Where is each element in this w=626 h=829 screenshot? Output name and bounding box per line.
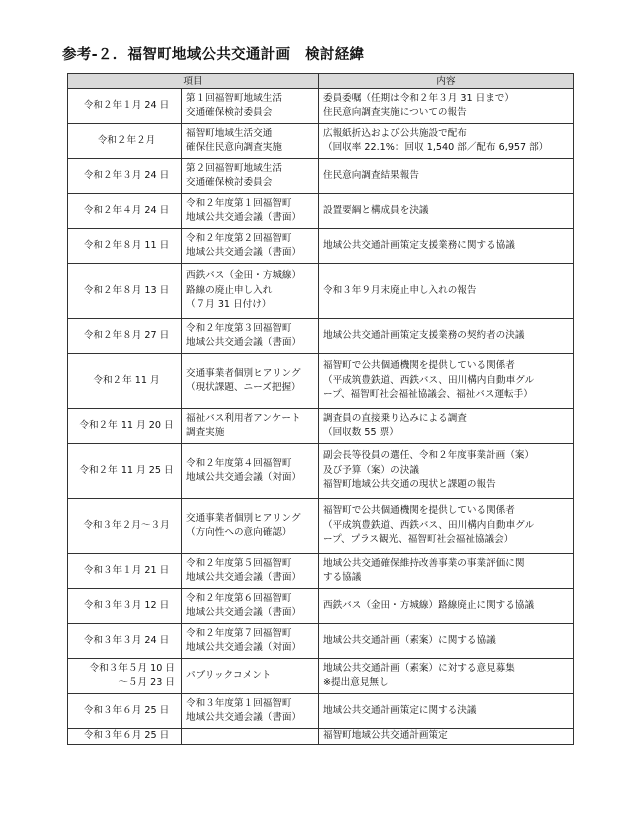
content-cell bbox=[319, 624, 574, 659]
content-line: （回収数 55 票） bbox=[323, 427, 399, 438]
item-line: 地域公共交通会議（対面） bbox=[186, 472, 302, 483]
table-row bbox=[68, 554, 574, 589]
item-line: 地域公共交通会議（書面） bbox=[186, 712, 302, 723]
item-line: 交通事業者個別ヒアリング bbox=[186, 367, 301, 379]
content-line: 西鉄バス（金田・方城線）路線廃止に関する協議 bbox=[323, 599, 535, 611]
content-cell bbox=[319, 659, 574, 694]
item-line: 令和２年度第４回福智町 bbox=[186, 457, 292, 469]
content-line: ※提出意見無し bbox=[323, 677, 389, 688]
date-cell bbox=[68, 124, 182, 159]
content-cell bbox=[319, 124, 574, 159]
item-line: 確保住民意向調査実施 bbox=[186, 142, 282, 153]
date-line: 令和３年５月 10 日 bbox=[89, 662, 175, 674]
content-line: （回収率 22.1%：回収 1,540 部／配布 6,957 部） bbox=[323, 142, 549, 153]
item-cell bbox=[182, 159, 319, 194]
table-row bbox=[68, 624, 574, 659]
content-line: 福智町で公共個通機関を提供している関係者 bbox=[323, 505, 515, 517]
item-line: （方向性への意向確認） bbox=[186, 527, 292, 538]
date-cell bbox=[68, 499, 182, 554]
item-line: 第１回福智町地域生活 bbox=[186, 92, 282, 104]
item-cell bbox=[182, 89, 319, 124]
item-cell bbox=[182, 624, 319, 659]
item-line: 福智町地域生活交通 bbox=[186, 127, 273, 139]
item-cell bbox=[182, 694, 319, 729]
content-line: 地域公共交通計画策定に関する決議 bbox=[323, 704, 477, 716]
content-line: 福智町地域公共交通計画策定 bbox=[323, 730, 448, 742]
header-content: 内容 bbox=[319, 74, 574, 89]
item-cell bbox=[182, 229, 319, 264]
header-item: 項目 bbox=[68, 74, 319, 89]
content-cell bbox=[319, 319, 574, 354]
date-cell bbox=[68, 89, 182, 124]
date-line: 令和２年１月 24 日 bbox=[83, 99, 170, 111]
item-cell bbox=[182, 659, 319, 694]
table-row bbox=[68, 409, 574, 444]
table-row bbox=[68, 589, 574, 624]
date-line: 令和２年８月 13 日 bbox=[83, 284, 170, 296]
date-line: ～５月 23 日 bbox=[118, 677, 175, 688]
content-line: 地域公共交通確保維持改善事業の事業評価に関 bbox=[323, 557, 525, 569]
item-line: 令和２年度第３回福智町 bbox=[186, 322, 292, 334]
item-line: 第２回福智町地域生活 bbox=[186, 162, 282, 174]
item-line: 地域公共交通会議（書面） bbox=[186, 572, 302, 583]
content-line: 委員委嘱（任期は令和２年３月 31 日まで） bbox=[323, 92, 514, 104]
table-header-row bbox=[68, 74, 574, 89]
content-line: 地域公共交通計画策定支援業務に関する協議 bbox=[323, 239, 515, 251]
item-line: 交通事業者個別ヒアリング bbox=[186, 512, 301, 524]
content-cell bbox=[319, 554, 574, 589]
date-cell bbox=[68, 264, 182, 319]
table-row bbox=[68, 729, 574, 745]
content-cell bbox=[319, 89, 574, 124]
date-line: 令和３年６月 25 日 bbox=[83, 704, 170, 716]
table-row bbox=[68, 444, 574, 499]
item-line: 地域公共交通会議（書面） bbox=[186, 607, 302, 618]
content-line: 設置要綱と構成員を決議 bbox=[323, 204, 429, 216]
content-cell bbox=[319, 354, 574, 409]
content-line: 福智町で公共個通機関を提供している関係者 bbox=[323, 360, 515, 372]
item-cell bbox=[182, 124, 319, 159]
table-row bbox=[68, 499, 574, 554]
date-cell bbox=[68, 554, 182, 589]
date-line: 令和２年 11 月 bbox=[93, 374, 160, 386]
item-line: 令和３年度第１回福智町 bbox=[186, 697, 292, 709]
content-line: ープ、福智町社会福祉協議会、福祉バス運転手） bbox=[323, 389, 533, 401]
date-cell bbox=[68, 589, 182, 624]
item-line: 地域公共交通会議（書面） bbox=[186, 247, 302, 258]
date-line: 令和２年８月 11 日 bbox=[83, 239, 170, 251]
date-cell bbox=[68, 624, 182, 659]
date-cell bbox=[68, 694, 182, 729]
content-line: （平成筑豊鉄道、西鉄バス、田川構内自動車グル bbox=[323, 519, 535, 531]
date-line: 令和３年１月 21 日 bbox=[83, 564, 170, 576]
date-cell bbox=[68, 729, 182, 745]
content-line: 令和３年９月末廃止申し入れの報告 bbox=[323, 284, 477, 296]
item-cell bbox=[182, 264, 319, 319]
item-cell bbox=[182, 554, 319, 589]
item-line: パブリックコメント bbox=[186, 669, 272, 681]
content-cell bbox=[319, 194, 574, 229]
date-line: 令和２年３月 24 日 bbox=[83, 169, 170, 181]
date-line: 令和２年８月 27 日 bbox=[83, 329, 170, 341]
item-line: 交通確保検討委員会 bbox=[186, 177, 273, 188]
content-cell bbox=[319, 694, 574, 729]
item-line: 令和２年度第１回福智町 bbox=[186, 197, 292, 209]
item-line: 福祉バス利用者アンケート bbox=[186, 412, 301, 424]
content-cell bbox=[319, 229, 574, 264]
date-line: 令和３年３月 12 日 bbox=[83, 599, 170, 611]
content-line: 地域公共交通計画（素案）に関する協議 bbox=[323, 634, 496, 646]
content-line: 調査員の直接乗り込みによる調査 bbox=[323, 412, 467, 424]
item-line: 令和２年度第６回福智町 bbox=[186, 592, 292, 604]
table-row bbox=[68, 694, 574, 729]
item-cell bbox=[182, 194, 319, 229]
table-row bbox=[68, 229, 574, 264]
content-line: （平成筑豊鉄道、西鉄バス、田川構内自動車グル bbox=[323, 374, 535, 386]
date-line: 令和２年４月 24 日 bbox=[83, 204, 170, 216]
content-line: 副会長等役員の選任、令和２年度事業計画（案） bbox=[323, 450, 535, 462]
date-cell bbox=[68, 354, 182, 409]
content-cell bbox=[319, 729, 574, 745]
content-cell bbox=[319, 264, 574, 319]
date-cell bbox=[68, 229, 182, 264]
item-cell bbox=[182, 729, 319, 745]
table-row bbox=[68, 659, 574, 694]
content-line: する協議 bbox=[323, 572, 362, 583]
content-line: 福智町地域公共交通の現状と課題の報告 bbox=[323, 479, 496, 491]
item-cell bbox=[182, 499, 319, 554]
content-cell bbox=[319, 444, 574, 499]
item-cell bbox=[182, 319, 319, 354]
date-cell bbox=[68, 319, 182, 354]
date-cell bbox=[68, 409, 182, 444]
content-line: 住民意向調査実施についての報告 bbox=[323, 107, 467, 118]
date-line: 令和３年２月～３月 bbox=[83, 519, 170, 531]
item-cell bbox=[182, 409, 319, 444]
table-row bbox=[68, 89, 574, 124]
content-line: 地域公共交通計画（素案）に対する意見募集 bbox=[323, 662, 515, 674]
content-line: 及び予算（案）の決議 bbox=[323, 464, 419, 476]
content-cell bbox=[319, 409, 574, 444]
content-cell bbox=[319, 499, 574, 554]
table-row bbox=[68, 264, 574, 319]
item-line: 地域公共交通会議（書面） bbox=[186, 337, 302, 348]
table-row bbox=[68, 354, 574, 409]
item-line: 令和２年度第５回福智町 bbox=[186, 557, 292, 569]
content-line: ープ、プラス観光、福智町社会福祉協議会） bbox=[323, 534, 514, 546]
item-cell bbox=[182, 444, 319, 499]
item-line: 令和２年度第２回福智町 bbox=[186, 232, 292, 244]
date-cell bbox=[68, 444, 182, 499]
date-cell bbox=[68, 159, 182, 194]
date-line: 令和２年 11 月 20 日 bbox=[79, 419, 174, 431]
item-line: 地域公共交通会議（対面） bbox=[186, 642, 302, 653]
table-row bbox=[68, 319, 574, 354]
date-line: 令和２年２月 bbox=[97, 134, 156, 146]
date-line: 令和３年６月 25 日 bbox=[83, 730, 170, 742]
item-line: 路線の廃止申し入れ bbox=[186, 284, 273, 296]
item-line: 地域公共交通会議（書面） bbox=[186, 212, 302, 223]
date-line: 令和３年３月 24 日 bbox=[83, 634, 170, 646]
history-table bbox=[67, 73, 574, 745]
date-line: 令和２年 11 月 25 日 bbox=[79, 464, 174, 476]
content-line: 住民意向調査結果報告 bbox=[323, 169, 419, 181]
date-cell bbox=[68, 659, 182, 694]
item-line: （現状課題、ニーズ把握） bbox=[186, 382, 301, 393]
item-cell bbox=[182, 354, 319, 409]
date-cell bbox=[68, 194, 182, 229]
item-line: 西鉄バス（金田・方城線） bbox=[186, 270, 302, 282]
content-cell bbox=[319, 159, 574, 194]
content-line: 広報紙折込および公共施設で配布 bbox=[323, 127, 467, 139]
table-row bbox=[68, 194, 574, 229]
item-line: （７月 31 日付け） bbox=[186, 299, 272, 311]
page-title: 参考-２．福智町地域公共交通計画 検討経緯 bbox=[62, 47, 365, 63]
item-cell bbox=[182, 589, 319, 624]
table-row bbox=[68, 124, 574, 159]
item-line: 調査実施 bbox=[186, 427, 225, 438]
item-line: 交通確保検討委員会 bbox=[186, 107, 273, 118]
item-line: 令和２年度第７回福智町 bbox=[186, 627, 292, 639]
content-cell bbox=[319, 589, 574, 624]
content-line: 地域公共交通計画策定支援業務の契約者の決議 bbox=[323, 329, 525, 341]
table-row bbox=[68, 159, 574, 194]
